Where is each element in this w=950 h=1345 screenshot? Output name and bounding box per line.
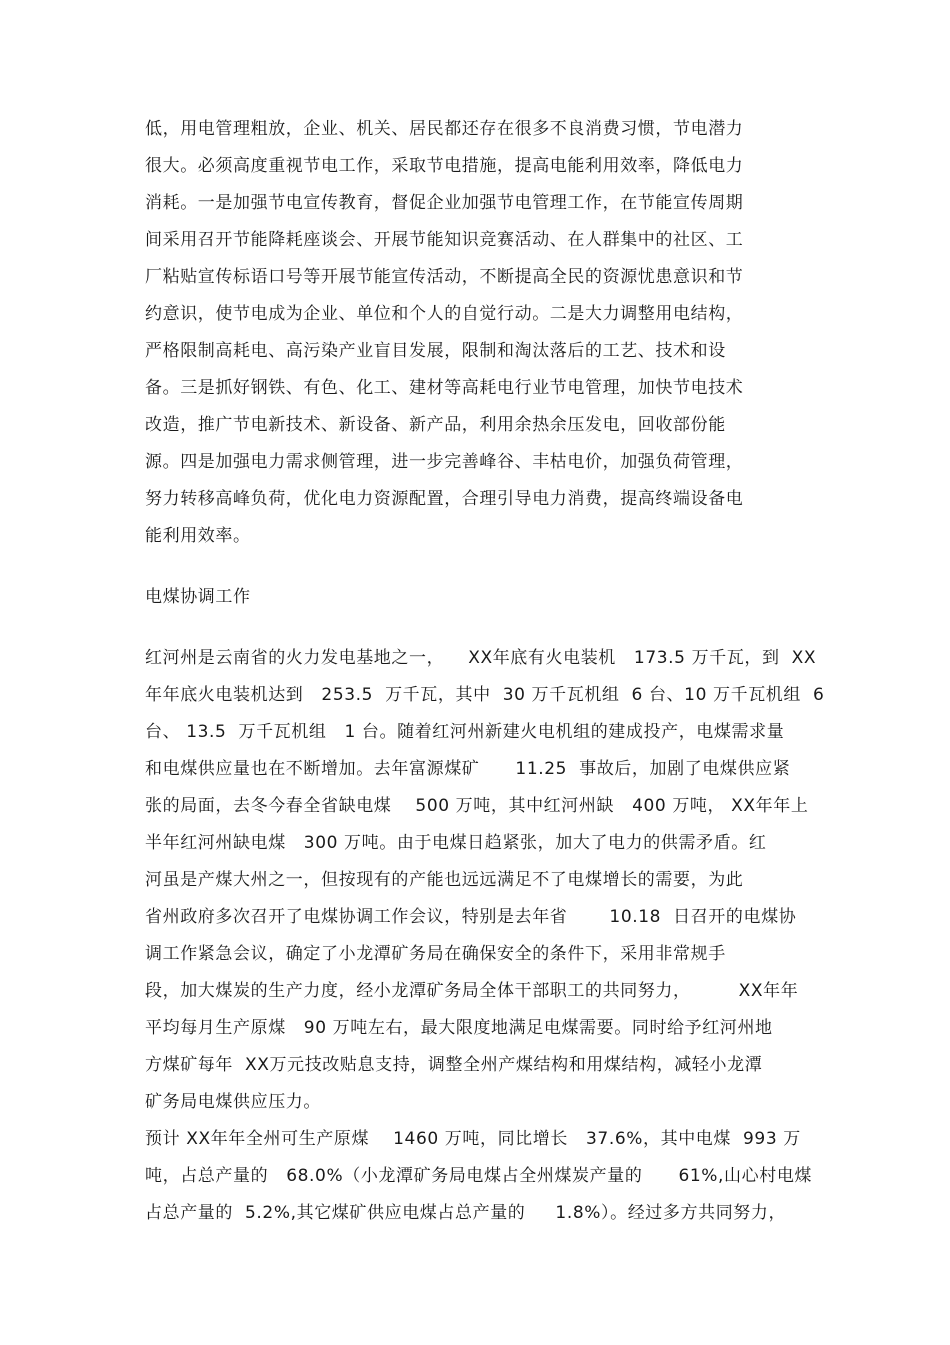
paragraph-line: 改造，推广节电新技术、新设备、新产品，利用余热余压发电，回收部份能 — [145, 415, 726, 435]
paragraph-line: 方煤矿每年 XX万元技改贴息支持，调整全州产煤结构和用煤结构，减轻小龙潭 — [145, 1055, 763, 1075]
paragraph-line: 备。三是抓好钢铁、有色、化工、建材等高耗电行业节电管理，加快节电技术 — [145, 378, 744, 398]
paragraph-line: 消耗。一是加强节电宣传教育，督促企业加强节电管理工作，在节能宣传周期 — [145, 193, 744, 213]
paragraph-line: 低，用电管理粗放，企业、机关、居民都还存在很多不良消费习惯，节电潜力 — [145, 119, 744, 139]
paragraph-line: 年年底火电装机达到 253.5 万千瓦，其中 30 万千瓦机组 6 台、10 万千瓦机组 6 — [145, 685, 825, 705]
paragraph-line: 台、 13.5 万千瓦机组 1 台。随着红河州新建火电机组的建成投产，电煤需求量 — [145, 722, 785, 742]
paragraph-line: 很大。必须高度重视节电工作，采取节电措施，提高电能利用效率，降低电力 — [145, 156, 744, 176]
paragraph-line: 段，加大煤炭的生产力度，经小龙潭矿务局全体干部职工的共同努力， XX年年 — [145, 981, 799, 1001]
paragraph-line: 能利用效率。 — [145, 526, 251, 546]
paragraph-line: 矿务局电煤供应压力。 — [145, 1092, 321, 1112]
paragraph-line: 预计 XX年年全州可生产原煤 1460 万吨，同比增长 37.6%，其中电煤 993 万 — [145, 1129, 801, 1149]
paragraph-line: 努力转移高峰负荷，优化电力资源配置，合理引导电力消费，提高终端设备电 — [145, 489, 744, 509]
paragraph-line: 严格限制高耗电、高污染产业盲目发展，限制和淘汰落后的工艺、技术和设 — [145, 341, 726, 361]
paragraph-line: 红河州是云南省的火力发电基地之一， XX年底有火电装机 173.5 万千瓦，到 XX — [145, 648, 817, 668]
paragraph-line: 间采用召开节能降耗座谈会、开展节能知识竞赛活动、在人群集中的社区、工 — [145, 230, 744, 250]
paragraph-line: 约意识，使节电成为企业、单位和个人的自觉行动。二是大力调整用电结构， — [145, 304, 744, 324]
paragraph-line: 张的局面，去冬今春全省缺电煤 500 万吨，其中红河州缺 400 万吨， XX年年上 — [145, 796, 809, 816]
paragraph-line: 占总产量的 5.2%,其它煤矿供应电煤占总产量的 1.8%）。经过多方共同努力， — [145, 1203, 787, 1223]
paragraph-line: 平均每月生产原煤 90 万吨左右，最大限度地满足电煤需要。同时给予红河州地 — [145, 1018, 773, 1038]
section-heading: 电煤协调工作 — [145, 587, 251, 607]
paragraph-line: 省州政府多次召开了电煤协调工作会议，特别是去年省 10.18 日召开的电煤协 — [145, 907, 797, 927]
paragraph-line: 半年红河州缺电煤 300 万吨。由于电煤日趋紧张，加大了电力的供需矛盾。红 — [145, 833, 767, 853]
paragraph-line: 厂粘贴宣传标语口号等开展节能宣传活动，不断提高全民的资源忧患意识和节 — [145, 267, 744, 287]
paragraph-line: 吨，占总产量的 68.0%（小龙潭矿务局电煤占全州煤炭产量的 61%,山心村电煤 — [145, 1166, 813, 1186]
paragraph-line: 源。四是加强电力需求侧管理，进一步完善峰谷、丰枯电价，加强负荷管理， — [145, 452, 744, 472]
paragraph-line: 河虽是产煤大州之一，但按现有的产能也远远满足不了电煤增长的需要，为此 — [145, 870, 744, 890]
paragraph-line: 和电煤供应量也在不断增加。去年富源煤矿 11.25 事故后，加剧了电煤供应紧 — [145, 759, 791, 779]
paragraph-line: 调工作紧急会议，确定了小龙潭矿务局在确保安全的条件下，采用非常规手 — [145, 944, 726, 964]
